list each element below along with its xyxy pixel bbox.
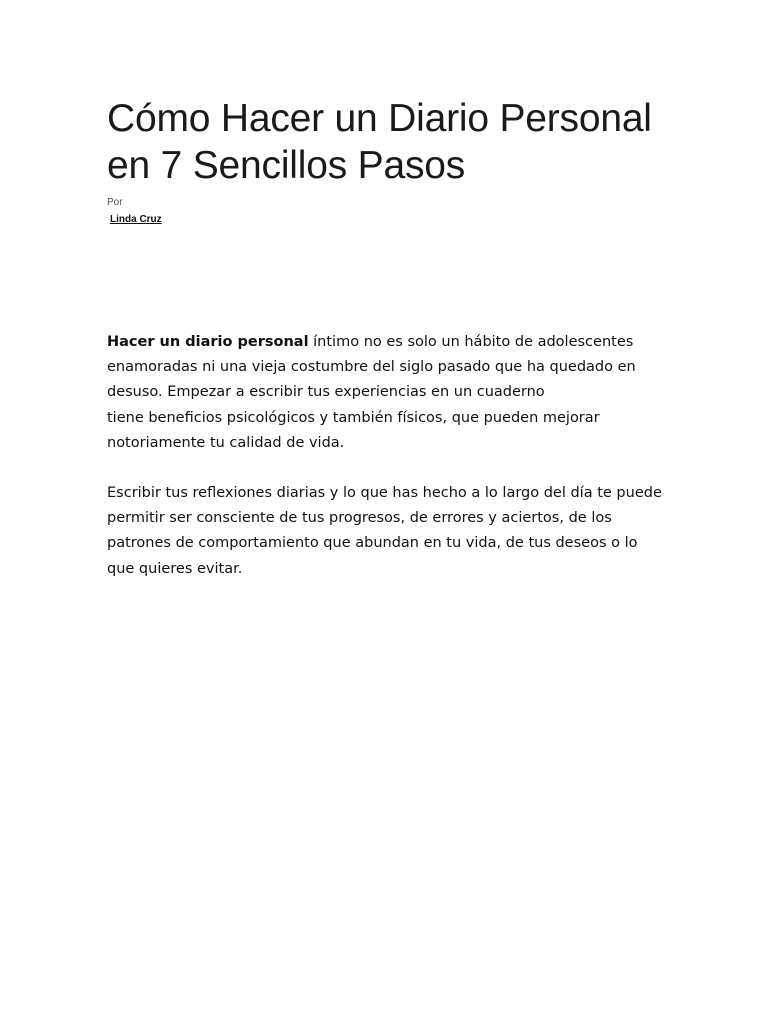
paragraph-2 — [107, 481, 667, 582]
paragraph-1 — [107, 330, 667, 456]
title-line-2: en 7 Sencillos Pasos — [107, 144, 466, 187]
paragraph-1-line-3: desuso. Empezar a escribir tus experiencias en un cuaderno — [107, 384, 545, 401]
paragraph-2-line-4: que quieres evitar. — [107, 560, 243, 577]
bold-lead: Hacer un diario personal — [107, 334, 309, 350]
paragraph-1-line-4: tiene beneficios psicológicos y también físicos, que pueden mejorar — [107, 409, 600, 426]
paragraph-1-line-1: íntimo no es solo un hábito de adolescentes — [308, 334, 634, 350]
article-body — [107, 330, 667, 607]
title-line-1: Cómo Hacer un Diario Personal — [107, 97, 652, 140]
byline-label: Por — [107, 197, 123, 208]
paragraph-2-line-3: patrones de comportamiento que abundan en tu vida, de tus deseos o lo — [107, 535, 638, 552]
paragraph-1-line-5: notoriamente tu calidad de vida. — [107, 434, 345, 451]
paragraph-1-line-2: enamoradas ni una vieja costumbre del siglo pasado que ha quedado en — [107, 359, 636, 376]
paragraph-2-line-2: permitir ser consciente de tus progresos, de errores y aciertos, de los — [107, 510, 612, 527]
author-link[interactable]: Linda Cruz — [110, 214, 162, 225]
article-header — [107, 95, 667, 227]
page-title — [107, 95, 667, 189]
paragraph-2-line-1: Escribir tus reflexiones diarias y lo que has hecho a lo largo del día te puede — [107, 485, 662, 502]
